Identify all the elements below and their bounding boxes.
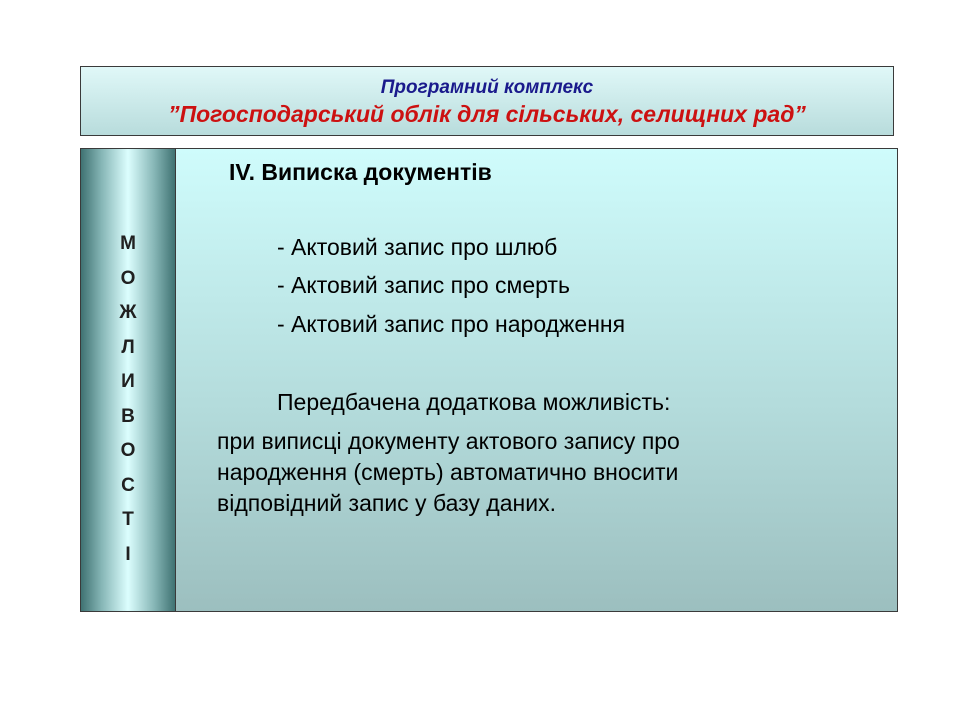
note-line: відповідний запис у базу даних. bbox=[217, 490, 556, 516]
side-letter: С bbox=[121, 474, 135, 496]
side-letter: Л bbox=[121, 336, 135, 358]
content-panel bbox=[80, 148, 898, 612]
note-lead: Передбачена додаткова можливість: bbox=[277, 389, 671, 415]
slide-header bbox=[80, 66, 894, 136]
side-letter: О bbox=[120, 267, 136, 289]
side-letter: Ж bbox=[119, 302, 137, 323]
note-body bbox=[217, 426, 837, 519]
side-letter: Т bbox=[122, 509, 134, 530]
list-item: - Актовий запис про народження bbox=[277, 311, 626, 337]
header-title: ”Погосподарський облік для сільських, селищних рад” bbox=[168, 101, 806, 127]
side-letter: І bbox=[125, 543, 131, 565]
side-letter: О bbox=[120, 440, 136, 461]
note-line: народження (смерть) автоматично вносити bbox=[217, 459, 679, 485]
header-subtitle: Програмний комплекс bbox=[380, 77, 594, 98]
side-letter: И bbox=[121, 371, 135, 392]
side-letter: М bbox=[120, 233, 136, 254]
section-title: IV. Виписка документів bbox=[229, 159, 492, 185]
note-line: при виписці документу актового запису про bbox=[217, 428, 680, 454]
list-item: - Актовий запис про смерть bbox=[277, 272, 570, 298]
main-content bbox=[81, 149, 897, 611]
list-item: - Актовий запис про шлюб bbox=[277, 234, 558, 260]
side-letter: В bbox=[121, 405, 135, 427]
